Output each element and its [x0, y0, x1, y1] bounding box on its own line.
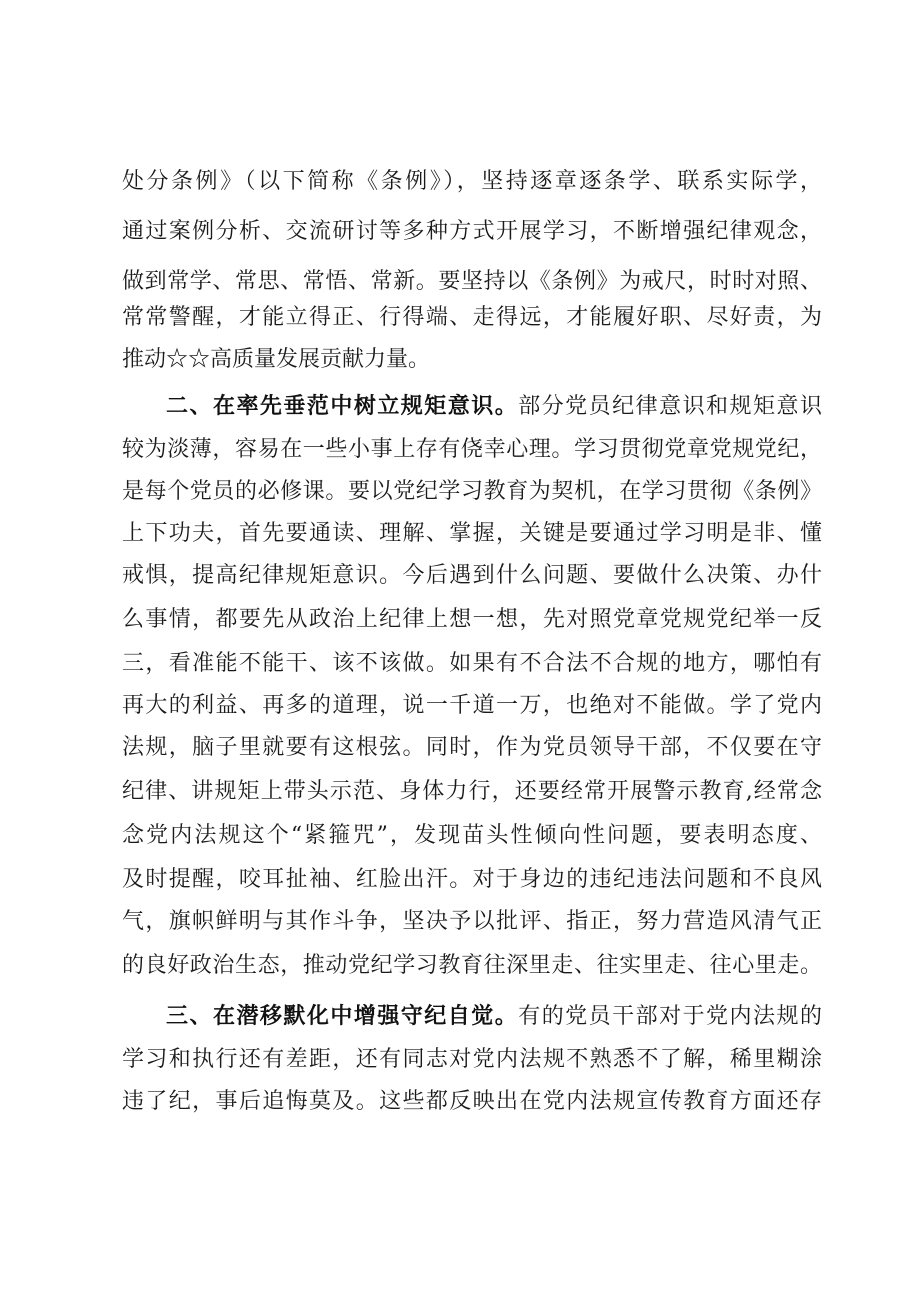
section-heading: 三、在潜移默化中增强守纪自觉。 [166, 1003, 519, 1029]
section-heading: 二、在率先垂范中树立规矩意识。 [166, 393, 519, 419]
paragraph-line: 通过案例分析、交流研讨等多种方式开展学习，不断增强纪律观念， [122, 219, 822, 244]
paragraph-line: 及时提醒，咬耳扯袖、红脸出汗。对于身边的违纪违法问题和不良风 [122, 867, 822, 892]
paragraph-line: 推动☆☆高质量发展贡献力量。 [122, 347, 431, 372]
paragraph-line: 戒惧，提高纪律规矩意识。今后遇到什么问题、要做什么决策、办什 [122, 563, 822, 588]
paragraph-line: 做到常学、常思、常悟、常新。要坚持以《条例》为戒尺，时时对照、 [122, 269, 822, 294]
paragraph-line: 纪律、讲规矩上带头示范、身体力行，还要经常开展警示教育,经常念 [122, 779, 822, 804]
paragraph-text: 有的党员干部对于党内法规的 [518, 1004, 822, 1029]
paragraph-line: 念党内法规这个“紧箍咒”，发现苗头性倾向性问题，要表明态度、 [122, 823, 822, 848]
paragraph-first-line [166, 386, 822, 426]
paragraph-line: 常常警醒，才能立得正、行得端、走得远，才能履好职、尽好责，为 [122, 305, 822, 330]
paragraph-line: 处分条例》（以下简称《条例》），坚持逐章逐条学、联系实际学， [122, 169, 822, 194]
paragraph-line: 是每个党员的必修课。要以党纪学习教育为契机，在学习贯彻《条例》 [122, 479, 822, 504]
paragraph-line: 学习和执行还有差距，还有同志对党内法规不熟悉不了解，稀里糊涂 [122, 1047, 822, 1072]
paragraph-line: 违了纪，事后追悔莫及。这些都反映出在党内法规宣传教育方面还存 [122, 1089, 822, 1114]
paragraph-line: 较为淡薄，容易在一些小事上存有侥幸心理。学习贯彻党章党规党纪， [122, 437, 822, 462]
paragraph-line: 上下功夫，首先要通读、理解、掌握，关键是要通过学习明是非、懂 [122, 521, 822, 546]
paragraph-first-line [166, 996, 822, 1036]
paragraph-line: 气，旗帜鲜明与其作斗争，坚决予以批评、指正，努力营造风清气正 [122, 909, 822, 934]
paragraph-line: 三，看准能不能干、该不该做。如果有不合法不合规的地方，哪怕有 [122, 651, 822, 676]
paragraph-line: 的良好政治生态，推动党纪学习教育往深里走、往实里走、往心里走。 [122, 953, 822, 978]
paragraph-text: 部分党员纪律意识和规矩意识 [518, 394, 822, 419]
paragraph-line: 么事情，都要先从政治上纪律上想一想，先对照党章党规党纪举一反 [122, 607, 822, 632]
paragraph-line: 法规，脑子里就要有这根弦。同时，作为党员领导干部，不仅要在守 [122, 735, 822, 760]
paragraph-line: 再大的利益、再多的道理，说一千道一万，也绝对不能做。学了党内 [122, 693, 822, 718]
